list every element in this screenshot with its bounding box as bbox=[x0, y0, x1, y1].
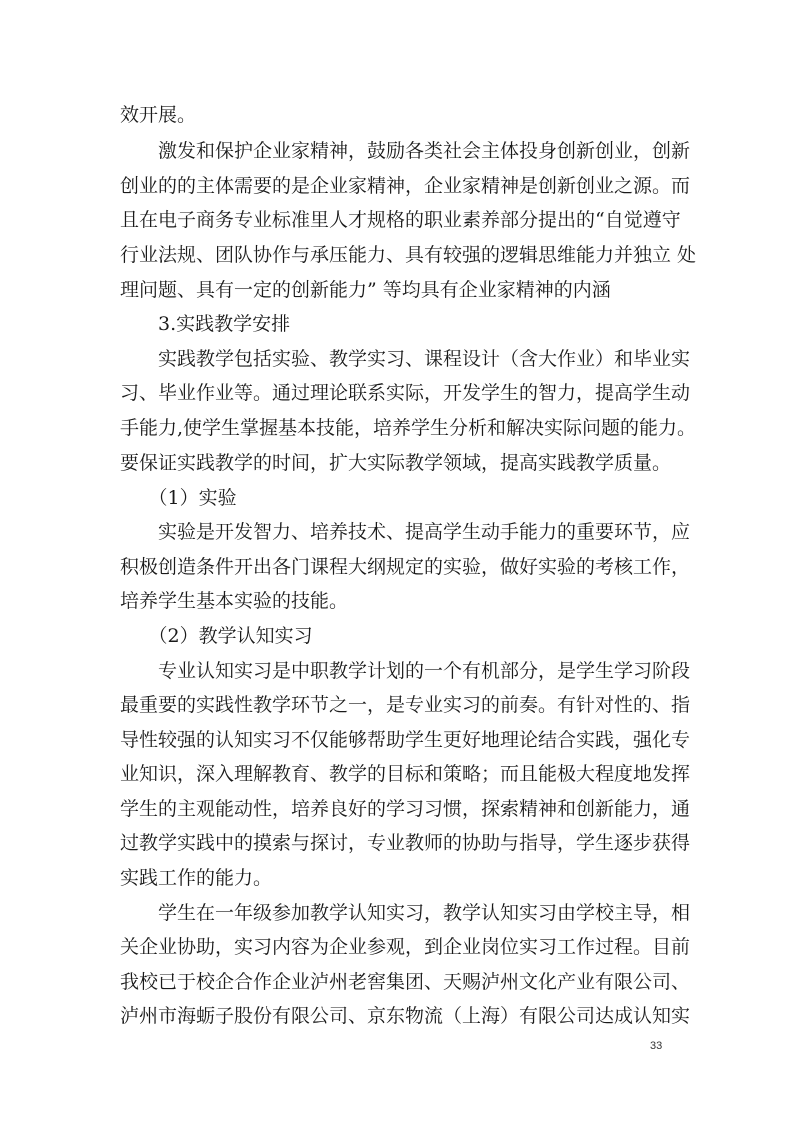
text-line: 业知识，深入理解教育、教学的目标和策略；而且能极大程度地发挥 bbox=[120, 763, 691, 785]
text-line: 行业法规、团队协作与承压能力、具有较强的逻辑思维能力并独立 处 bbox=[120, 244, 697, 266]
text-line: 激发和保护企业家精神，鼓励各类社会主体投身创新创业，创新 bbox=[120, 140, 691, 162]
text-line: 学生在一年级参加教学认知实习，教学认知实习由学校主导，相 bbox=[120, 902, 691, 924]
text-line: 要保证实践教学的时间，扩大实际教学领域，提高实践教学质量。 bbox=[120, 452, 672, 474]
text-line: 我校已于校企合作企业泸州老窖集团、天赐泸州文化产业有限公司、 bbox=[120, 971, 691, 993]
subsection-heading: （2）教学认知实习 bbox=[120, 625, 313, 647]
text-line: 习、毕业作业等。通过理论联系实际，开发学生的智力，提高学生动 bbox=[120, 382, 691, 404]
text-line: 实验是开发智力、培养技术、提高学生动手能力的重要环节，应 bbox=[120, 521, 691, 543]
text-line: 积极创造条件开出各门课程大纲规定的实验，做好实验的考核工作， bbox=[120, 556, 691, 578]
text-line: 培养学生基本实验的技能。 bbox=[120, 590, 349, 612]
text-line: 过教学实践中的摸索与探讨，专业教师的协助与指导，学生逐步获得 bbox=[120, 832, 691, 854]
page-number: 33 bbox=[650, 1040, 663, 1052]
text-line: 理问题、具有一定的创新能力” 等均具有企业家精神的内涵 bbox=[120, 279, 611, 301]
text-line: 实践教学包括实验、教学实习、课程设计（含大作业）和毕业实 bbox=[120, 348, 691, 370]
text-line: 导性较强的认知实习不仅能够帮助学生更好地理论结合实践，强化专 bbox=[120, 729, 691, 751]
text-line: 且在电子商务专业标准里人才规格的职业素养部分提出的“自觉遵守 bbox=[120, 209, 681, 231]
text-line: 创业的的主体需要的是企业家精神，企业家精神是创新创业之源。而 bbox=[120, 175, 691, 197]
text-line: 手能力,使学生掌握基本技能，培养学生分析和解决实际问题的能力。 bbox=[120, 417, 697, 439]
text-line: 关企业协助，实习内容为企业参观，到企业岗位实习工作过程。目前 bbox=[120, 936, 691, 958]
text-line: 学生的主观能动性，培养良好的学习习惯，探索精神和创新能力，通 bbox=[120, 798, 691, 820]
text-line: 效开展。 bbox=[120, 104, 197, 126]
section-heading: 3.实践教学安排 bbox=[120, 313, 291, 335]
text-line: 最重要的实践性教学环节之一，是专业实习的前奏。有针对性的、指 bbox=[120, 694, 691, 716]
subsection-heading: （1）实验 bbox=[120, 487, 237, 509]
text-line: 实践工作的能力。 bbox=[120, 867, 273, 889]
text-line: 专业认知实习是中职教学计划的一个有机部分，是学生学习阶段 bbox=[120, 660, 691, 682]
text-line: 泸州市海蛎子股份有限公司、京东物流（上海）有限公司达成认知实 bbox=[120, 1005, 691, 1027]
